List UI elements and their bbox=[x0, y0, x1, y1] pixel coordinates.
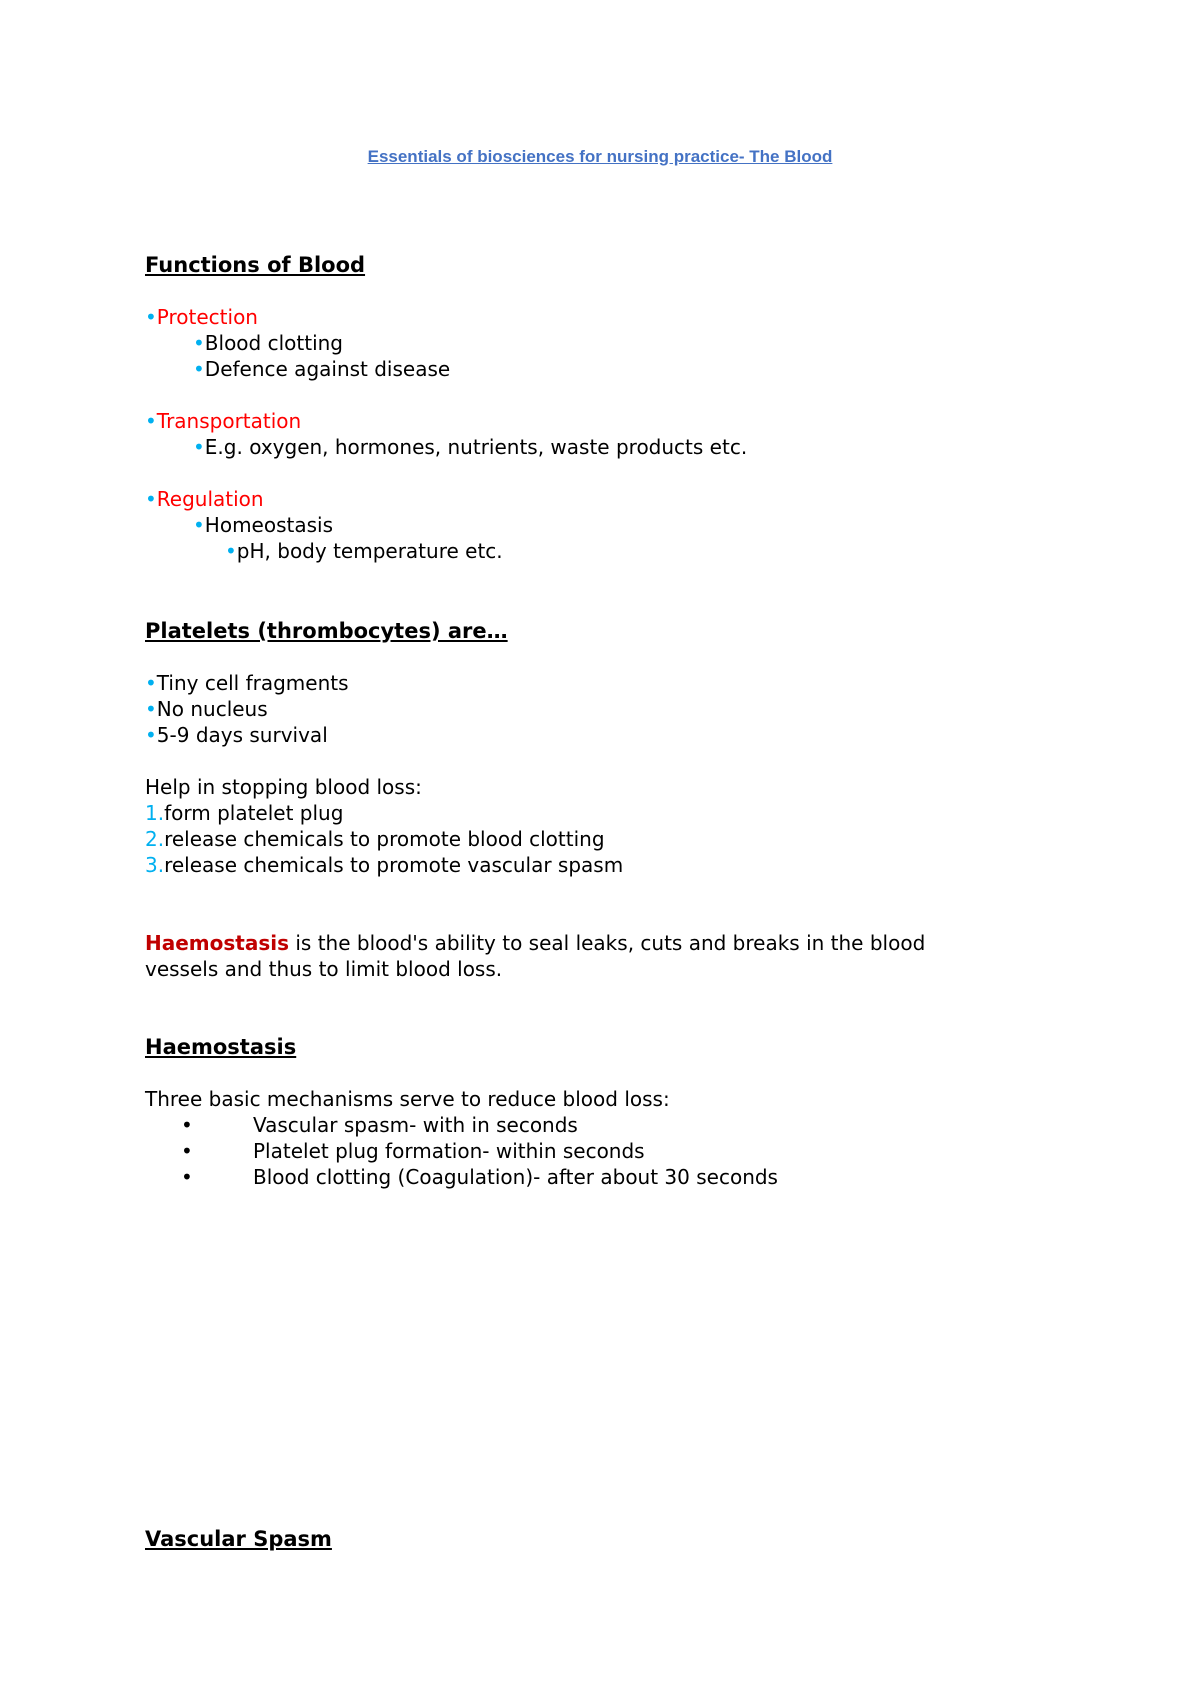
bullet-icon: • bbox=[145, 409, 157, 433]
platelets-heading: Platelets (thrombocytes) are… bbox=[145, 619, 508, 643]
bullet-icon: • bbox=[193, 513, 205, 537]
platelet-fact: •No nucleus bbox=[145, 697, 268, 721]
vascular-spasm-heading: Vascular Spasm bbox=[145, 1527, 332, 1551]
function-regulation: •Regulation bbox=[145, 487, 264, 511]
bullet-icon: • bbox=[145, 305, 157, 329]
haemostasis-intro: Three basic mechanisms serve to reduce blood loss: bbox=[145, 1087, 670, 1111]
bullet-icon: • bbox=[145, 697, 157, 721]
bullet-icon: • bbox=[181, 1139, 193, 1163]
protection-item: •Defence against disease bbox=[193, 357, 451, 381]
haemostasis-definition-cont: vessels and thus to limit blood loss. bbox=[145, 957, 503, 981]
platelet-fact: •Tiny cell fragments bbox=[145, 671, 349, 695]
document-title: Essentials of biosciences for nursing practice- The Blood bbox=[367, 147, 833, 166]
definition-term: Haemostasis bbox=[145, 931, 290, 955]
bullet-icon: • bbox=[181, 1113, 193, 1137]
mechanism-item: • Vascular spasm- with in seconds bbox=[181, 1113, 578, 1137]
haemostasis-heading: Haemostasis bbox=[145, 1035, 297, 1059]
regulation-item: •Homeostasis bbox=[193, 513, 334, 537]
bullet-icon: • bbox=[225, 539, 237, 563]
bullet-icon: • bbox=[193, 331, 205, 355]
bullet-icon: • bbox=[145, 723, 157, 747]
mechanism-item: • Platelet plug formation- within seconds bbox=[181, 1139, 645, 1163]
haemostasis-definition: Haemostasis is the blood's ability to seal leaks, cuts and breaks in the blood bbox=[145, 931, 926, 955]
platelet-fact: •5-9 days survival bbox=[145, 723, 328, 747]
mechanism-item: • Blood clotting (Coagulation)- after about 30 seconds bbox=[181, 1165, 778, 1189]
function-protection: •Protection bbox=[145, 305, 258, 329]
help-intro: Help in stopping blood loss: bbox=[145, 775, 422, 799]
bullet-icon: • bbox=[145, 671, 157, 695]
transportation-item: •E.g. oxygen, hormones, nutrients, waste products etc. bbox=[193, 435, 748, 459]
regulation-subitem: •pH, body temperature etc. bbox=[225, 539, 503, 563]
step-item: 1.form platelet plug bbox=[145, 801, 344, 825]
bullet-icon: • bbox=[181, 1165, 193, 1189]
bullet-icon: • bbox=[145, 487, 157, 511]
bullet-icon: • bbox=[193, 435, 205, 459]
function-transportation: •Transportation bbox=[145, 409, 302, 433]
step-item: 2.release chemicals to promote blood clotting bbox=[145, 827, 605, 851]
protection-item: •Blood clotting bbox=[193, 331, 343, 355]
functions-heading: Functions of Blood bbox=[145, 253, 366, 277]
bullet-icon: • bbox=[193, 357, 205, 381]
step-item: 3.release chemicals to promote vascular spasm bbox=[145, 853, 624, 877]
